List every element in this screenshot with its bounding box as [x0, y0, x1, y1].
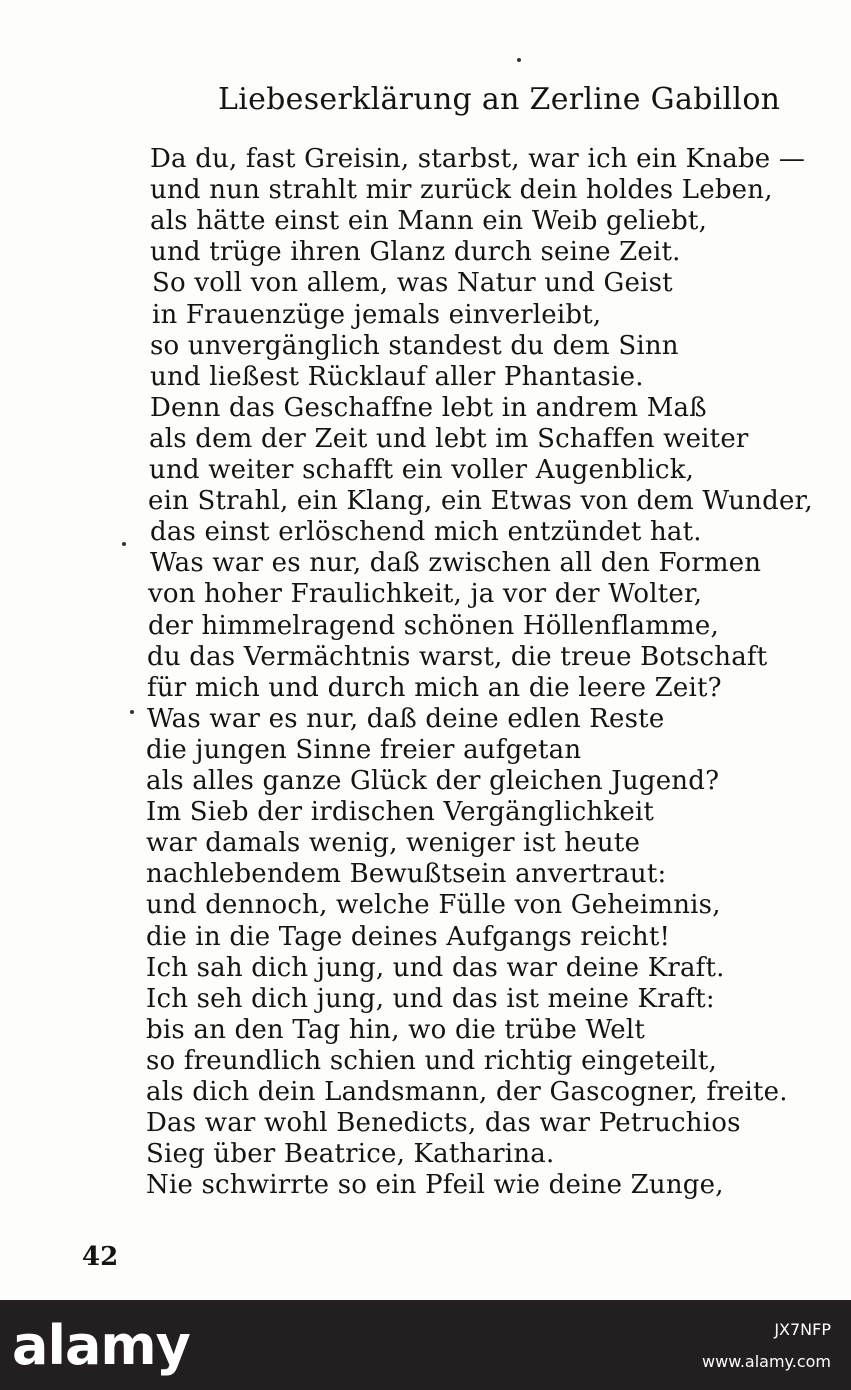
- poem-line: Was war es nur, daß deine edlen Reste: [147, 703, 665, 734]
- print-speck: [122, 542, 126, 546]
- poem-line: und weiter schafft ein voller Augenblick,: [149, 455, 695, 485]
- poem-line: Was war es nur, daß zwischen all den Formen: [150, 548, 762, 579]
- poem-line: Ich sah dich jung, und das war deine Kraft.: [146, 952, 725, 983]
- poem-line: als dem der Zeit und lebt im Schaffen weiter: [149, 423, 749, 454]
- poem-line: in Frauenzüge jemals einverleibt,: [152, 299, 602, 330]
- site-url: www.alamy.com: [702, 1352, 831, 1371]
- poem-line: als hätte einst ein Mann ein Weib geliebt,: [150, 206, 708, 237]
- poem-line: als alles ganze Glück der gleichen Jugend?: [146, 766, 720, 796]
- poem-line: für mich und durch mich an die leere Zeit?: [147, 672, 722, 703]
- poem-line: ein Strahl, ein Klang, ein Etwas von dem Wunder,: [148, 486, 813, 517]
- poem-line: Nie schwirrte so ein Pfeil wie deine Zunge,: [146, 1170, 724, 1201]
- poem-line: und trüge ihren Glanz durch seine Zeit.: [150, 237, 681, 268]
- poem-line: als dich dein Landsmann, der Gascogner, freite.: [146, 1077, 788, 1107]
- poem-line: und nun strahlt mir zurück dein holdes Leben,: [150, 175, 773, 206]
- watermark-bar: [0, 1300, 851, 1390]
- poem-line: und ließest Rücklauf aller Phantasie.: [150, 361, 644, 392]
- poem-line: bis an den Tag hin, wo die trübe Welt: [146, 1014, 646, 1045]
- poem-line: Ich seh dich jung, und das ist meine Kraft:: [146, 983, 715, 1014]
- print-speck: [517, 58, 521, 62]
- poem-line: das einst erlöschend mich entzündet hat.: [150, 517, 702, 548]
- poem-line: du das Vermächtnis warst, die treue Botschaft: [147, 641, 768, 672]
- poem-line: Da du, fast Greisin, starbst, war ich ein Knabe —: [150, 144, 806, 174]
- poem-line: so freundlich schien und richtig eingeteilt,: [146, 1045, 717, 1076]
- poem-line: nachlebendem Bewußtsein anvertraut:: [146, 859, 667, 890]
- poem-line: und dennoch, welche Fülle von Geheimnis,: [146, 890, 721, 921]
- poem-line: Denn das Geschaffne lebt in andrem Maß: [150, 392, 707, 423]
- poem-title: Liebeserklärung an Zerline Gabillon: [218, 82, 781, 117]
- page-number: 42: [82, 1242, 119, 1272]
- poem-line: die jungen Sinne freier aufgetan: [146, 734, 582, 765]
- poem-line: von hoher Fraulichkeit, ja vor der Wolter,: [148, 579, 703, 610]
- poem-line: Sieg über Beatrice, Katharina.: [146, 1139, 555, 1170]
- poem-line: so unvergänglich standest du dem Sinn: [150, 330, 679, 361]
- poem-line: Das war wohl Benedicts, das war Petruchios: [146, 1108, 741, 1139]
- poem-line: So voll von allem, was Natur und Geist: [152, 268, 673, 299]
- alamy-logo: alamy: [12, 1314, 190, 1377]
- print-speck: [130, 710, 134, 714]
- image-code: JX7NFP: [774, 1320, 831, 1339]
- poem-line: die in die Tage deines Aufgangs reicht!: [146, 921, 671, 952]
- poem-line: Im Sieb der irdischen Vergänglichkeit: [146, 797, 655, 828]
- poem-line: der himmelragend schönen Höllenflamme,: [148, 610, 719, 641]
- poem-line: war damals wenig, weniger ist heute: [146, 828, 641, 859]
